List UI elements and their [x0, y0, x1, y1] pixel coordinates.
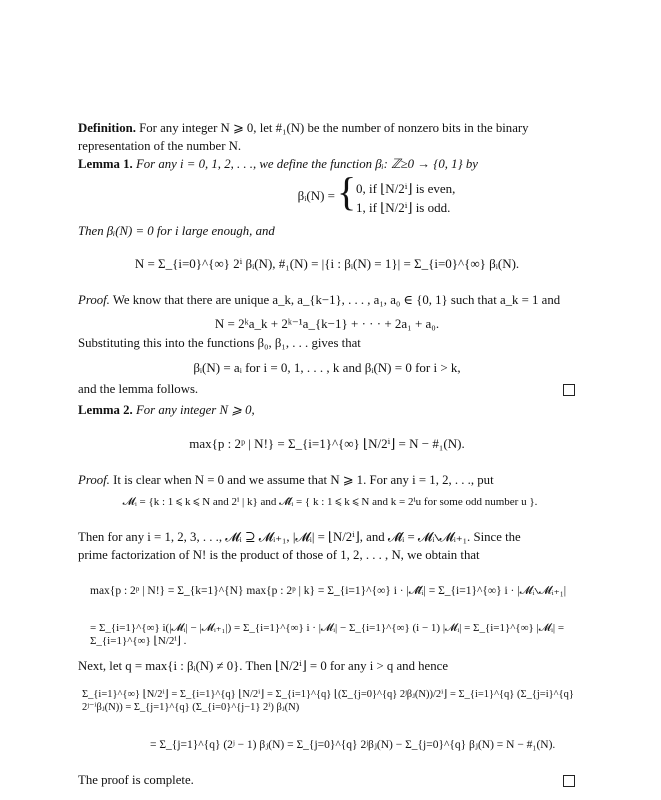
qed-square-icon [563, 775, 575, 787]
lemma1-case-2: 1, if ⌊N/2ⁱ⌋ is odd. [356, 200, 451, 215]
definition-line-2: representation of the number N. [78, 139, 242, 153]
lemma1-proof-line-1 [78, 291, 583, 309]
lemma1-proof-line-2: Substituting this into the functions β₀, β₁, . . . gives that [78, 336, 361, 350]
lemma2-proof-line-3: prime factorization of N! is the product of those of 1, 2, . . . , N, we obtain that [78, 548, 480, 562]
definition-text: For any integer N ⩾ 0, let #₁(N) be the number of nonzero bits in the binary [139, 121, 529, 135]
proof-label: Proof. [78, 293, 110, 307]
lemma1-statement-line [78, 155, 583, 173]
lemma1-cases-lhs: βᵢ(N) = [297, 188, 335, 203]
lemma2-set-definitions: 𝓜ᵢ = {k : 1 ⩽ k ⩽ N and 2ⁱ | k} and 𝓜̂ᵢ = { k : 1 ⩽ k ⩽ N and k = 2ⁱu for some odd number u }. [122, 496, 538, 508]
lemma2-proof-line-2: Then for any i = 1, 2, 3, . . ., 𝓜ᵢ ⊇ 𝓜ᵢ₊₁, |𝓜ᵢ| = ⌊N/2ⁱ⌋, and 𝓜̂ᵢ = 𝓜ᵢ∖𝓜ᵢ₊₁. Since the [78, 530, 521, 544]
lemma2-equation: max{p : 2ᵖ | N!} = Σ_{i=1}^{∞} ⌊N/2ⁱ⌋ = N − #₁(N). [189, 436, 465, 451]
lemma1-proof-line-3: and the lemma follows. [78, 382, 199, 396]
lemma2-proof-line-1 [78, 471, 583, 489]
lemma1-proof-equation-1: N = 2ᵏa_k + 2ᵏ⁻¹a_{k−1} + · · · + 2a₁ + a₀. [214, 316, 440, 331]
lemma2-proof-line-5: The proof is complete. [78, 773, 194, 787]
lemma1-label: Lemma 1. [78, 157, 133, 171]
lemma2-chain-3: Σ_{i=1}^{∞} ⌊N/2ⁱ⌋ = Σ_{i=1}^{q} ⌊N/2ⁱ⌋ = Σ_{i=1}^{q} ⌊(Σ_{j=0}^{q} 2ʲβⱼ(N))/2ⁱ⌋ = Σ_{i=1}^{q} (Σ_{j=i}^{q} 2ʲ⁻ⁱβⱼ(N)) = Σ_{j=1}^{q} (Σ_{i=0}^{j−1} 2ⁱ) βⱼ(N) [82, 689, 574, 713]
qed-square-icon [563, 384, 575, 396]
lemma2-statement: For any integer N ⩾ 0, [135, 403, 255, 417]
lemma1-case-1: 0, if ⌊N/2ⁱ⌋ is even, [356, 181, 456, 196]
proof-label: Proof. [78, 473, 110, 487]
lemma1-equation: N = Σ_{i=0}^{∞} 2ⁱ βᵢ(N), #₁(N) = |{i : βᵢ(N) = 1}| = Σ_{i=0}^{∞} βᵢ(N). [134, 256, 520, 271]
lemma2-statement-line [78, 401, 583, 419]
lemma2-chain-4: = Σ_{j=1}^{q} (2ʲ − 1) βⱼ(N) = Σ_{j=0}^{q} 2ʲβⱼ(N) − Σ_{j=0}^{q} βⱼ(N) = N − #₁(N). [150, 739, 556, 751]
lemma1-statement: For any i = 0, 1, 2, . . ., we define the function βᵢ: ℤ≥0 → {0, 1} by [135, 157, 478, 171]
definition-line-1 [78, 119, 583, 137]
lemma2-chain-1: max{p : 2ᵖ | N!} = Σ_{k=1}^{N} max{p : 2ᵖ | k} = Σ_{i=1}^{∞} i · |𝓜̂ᵢ| = Σ_{i=1}^{∞} i · |𝓜ᵢ∖𝓜ᵢ₊₁| [90, 585, 567, 597]
proof-text: It is clear when N = 0 and we assume that N ⩾ 1. For any i = 1, 2, . . ., put [113, 473, 494, 487]
lemma2-label: Lemma 2. [78, 403, 133, 417]
proof-text: We know that there are unique a_k, a_{k−1}, . . . , a₁, a₀ ∈ {0, 1} such that a_k = 1 and [112, 293, 561, 307]
lemma1-then: Then βᵢ(N) = 0 for i large enough, and [78, 224, 275, 238]
lemma2-chain-2: = Σ_{i=1}^{∞} i(|𝓜ᵢ| − |𝓜ᵢ₊₁|) = Σ_{i=1}^{∞} i · |𝓜ᵢ| − Σ_{i=1}^{∞} (i − 1) |𝓜ᵢ| = Σ_{i=1}^{∞} |𝓜ᵢ| = Σ_{i=1}^{∞} ⌊N/2ⁱ⌋ . [90, 622, 565, 647]
definition-label: Definition. [78, 121, 136, 135]
lemma1-proof-equation-2: βᵢ(N) = aᵢ for i = 0, 1, . . . , k and βᵢ(N) = 0 for i > k, [193, 360, 461, 375]
lemma2-proof-line-4: Next, let q = max{i : βᵢ(N) ≠ 0}. Then ⌊N/2ⁱ⌋ = 0 for any i > q and hence [78, 659, 448, 673]
cases-brace: { [337, 169, 357, 214]
